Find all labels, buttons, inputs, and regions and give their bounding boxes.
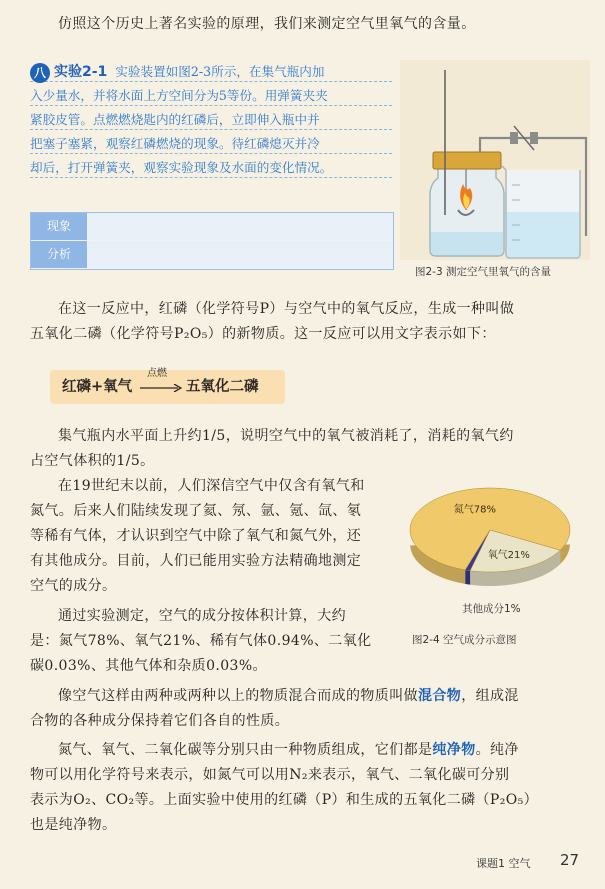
paragraph: 占空气体积的1/5。 xyxy=(30,453,155,469)
paragraph: 也是纯净物。 xyxy=(30,817,117,833)
experiment-line: 却后，打开弹簧夹，观察实验现象及水面的变化情况。 xyxy=(30,160,333,175)
equation-condition: 点燃 xyxy=(147,368,167,379)
pie-label-oxygen: 氧气21% xyxy=(487,549,530,561)
paragraph: 物可以用化学符号来表示，如氮气可以用N₂来表示，氧气、二氧化碳可分别 xyxy=(30,767,510,783)
page-number: 27 xyxy=(560,851,580,869)
paragraph: 碳0.03%、其他气体和杂质0.03%。 xyxy=(30,658,267,674)
table-header-phenomenon: 现象 xyxy=(31,213,87,240)
equation-reactants: 红磷+氧气 xyxy=(62,378,133,395)
word-equation xyxy=(50,370,285,404)
table-header-analysis: 分析 xyxy=(31,241,87,268)
paragraph-text: 。纯净 xyxy=(475,742,519,758)
footer-lesson: 课题1 空气 xyxy=(476,857,531,870)
experiment-line: 实验装置如图2-3所示，在集气瓶内加 xyxy=(115,64,325,79)
paragraph: 通过实验测定，空气的成分按体积计算，大约 xyxy=(58,608,346,624)
paragraph: 表示为O₂、CO₂等。上面实验中使用的红磷（P）和生成的五氧化二磷（P₂O₅） xyxy=(30,792,539,808)
equation-product: 五氧化二磷 xyxy=(186,378,259,395)
pie-label-other: 其他成分1% xyxy=(462,603,521,615)
paragraph-text: 像空气这样由两种或两种以上的物质混合而成的物质叫做 xyxy=(58,688,418,704)
paragraph xyxy=(58,738,598,763)
apparatus-illustration xyxy=(400,60,590,260)
pie-side-other xyxy=(465,570,470,585)
pie-label-nitrogen: 氮气78% xyxy=(453,504,497,516)
experiment-box xyxy=(30,57,395,195)
table-row xyxy=(31,213,393,241)
figure-caption: 图2-4 空气成分示意图 xyxy=(412,634,517,646)
figure-caption: 图2-3 测定空气里氧气的含量 xyxy=(415,266,551,278)
experiment-line: 把塞子塞紧，观察红磷燃烧的现象。待红磷熄灭并冷 xyxy=(30,136,320,151)
term-pure-substance: 纯净物 xyxy=(432,742,476,758)
observation-table xyxy=(30,212,394,270)
experiment-title: 实验2-1 xyxy=(54,64,108,80)
paragraph-text: 氮气、氧气、二氧化碳等分别只由一种物质组成，它们都是 xyxy=(58,742,433,758)
term-mixture: 混合物 xyxy=(418,688,462,704)
air-composition-pie-chart xyxy=(405,478,585,603)
paragraph: 氮气。后来人们陆续发现了氦、氖、氩、氪、氙、氡 xyxy=(30,503,362,519)
paragraph-text: ，组成混 xyxy=(461,688,519,704)
reaction-arrow-icon xyxy=(140,384,182,392)
table-row xyxy=(31,241,393,269)
experiment-badge-icon: 八 xyxy=(30,63,50,83)
paragraph: 空气的成分。 xyxy=(30,578,117,594)
paragraph: 有其他成分。目前，人们已能用实验方法精确地测定 xyxy=(30,553,362,569)
paragraph: 五氧化二磷（化学符号P₂O₅）的新物质。这一反应可以用文字表示如下： xyxy=(30,326,496,342)
paragraph xyxy=(58,684,598,709)
experiment-line: 紧胶皮管。点燃燃烧匙内的红磷后，立即伸入瓶中并 xyxy=(30,112,320,127)
paragraph: 集气瓶内水平面上升约1/5，说明空气中的氧气被消耗了，消耗的氧气约 xyxy=(58,428,514,444)
table-cell-analysis xyxy=(88,241,393,268)
experiment-line: 入少量水，并将水面上方空间分为5等份。用弹簧夹夹 xyxy=(30,88,328,103)
paragraph: 等稀有气体，才认识到空气中除了氧气和氮气外，还 xyxy=(30,528,362,544)
table-cell-phenomenon xyxy=(88,213,393,240)
paragraph: 在19世纪末以前，人们深信空气中仅含有氧气和 xyxy=(58,478,365,494)
paragraph: 合物的各种成分保持着它们各自的性质。 xyxy=(30,713,290,729)
paragraph: 在这一反应中，红磷（化学符号P）与空气中的氧气反应，生成一种叫做 xyxy=(58,301,515,317)
intro-text: 仿照这个历史上著名实验的原理，我们来测定空气里氧气的含量。 xyxy=(58,16,476,32)
paragraph: 是：氮气78%、氧气21%、稀有气体0.94%、二氧化 xyxy=(30,633,372,649)
